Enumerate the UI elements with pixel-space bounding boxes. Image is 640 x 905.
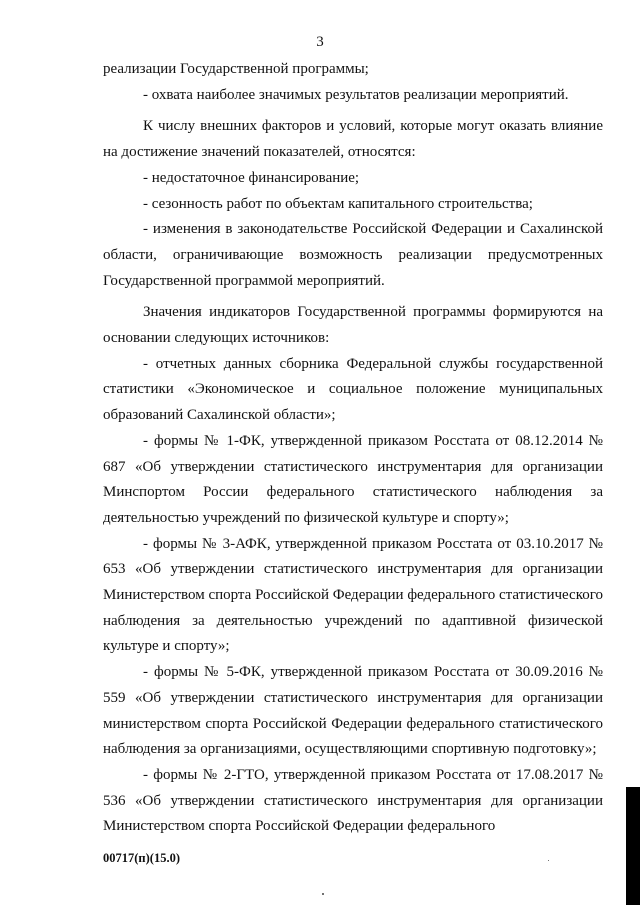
paragraph: Значения индикаторов Государственной программы формируются на основании следующих источников: (103, 304, 603, 347)
page-number: 3 (316, 34, 324, 50)
paragraph: - сезонность работ по объектам капитального строительства; (143, 195, 533, 212)
paragraph: - недостаточное финансирование; (143, 169, 360, 186)
scan-speck (322, 893, 324, 895)
paragraph: - охвата наиболее значимых результатов реализации мероприятий. (143, 86, 569, 103)
document-body (103, 57, 603, 840)
paragraph: - формы № 2-ГТО, утвержденной приказом Росстата от 17.08.2017 № 536 «Об утверждении статистического инструментария для организации Министерством спорта Российской Федерации федерального (103, 766, 603, 835)
paragraph: - формы № 3-АФК, утвержденной приказом Росстата от 03.10.2017 № 653 «Об утверждении статистического инструментария для организации Министерством спорта Российской Федерации федерального статистического наблюдения за деятельностью учреждений по адаптивной физической культуре и спорту»; (103, 535, 604, 655)
paragraph: - изменения в законодательстве Российской Федерации и Сахалинской области, ограничивающие возможность реализации предусмотренных Государственной программой мероприятий. (103, 221, 603, 289)
paragraph: реализации Государственной программы; (103, 61, 369, 77)
scan-speck (548, 860, 549, 861)
paragraph: - формы № 5-ФК, утвержденной приказом Росстата от 30.09.2016 № 559 «Об утверждении статистического инструментария для организации министерством спорта Российской Федерации федерального статистического наблюдения за организациями, осуществляющими спортивную подготовку»; (103, 664, 603, 758)
paragraph: - формы № 1-ФК, утвержденной приказом Росстата от 08.12.2014 № 687 «Об утверждении статистического инструментария для организации Минспортом России федерального статистического наблюдения за деятельностью учреждений по физической культуре и спорту»; (103, 432, 603, 526)
document-code: 00717(п)(15.0) (103, 851, 180, 865)
scan-edge-bar (626, 787, 640, 905)
paragraph: К числу внешних факторов и условий, которые могут оказать влияние на достижение значений показателей, относятся: (103, 118, 603, 161)
paragraph: - отчетных данных сборника Федеральной службы государственной статистики «Экономическое и социальное положение муниципальных образований Сахалинской области»; (103, 355, 603, 424)
